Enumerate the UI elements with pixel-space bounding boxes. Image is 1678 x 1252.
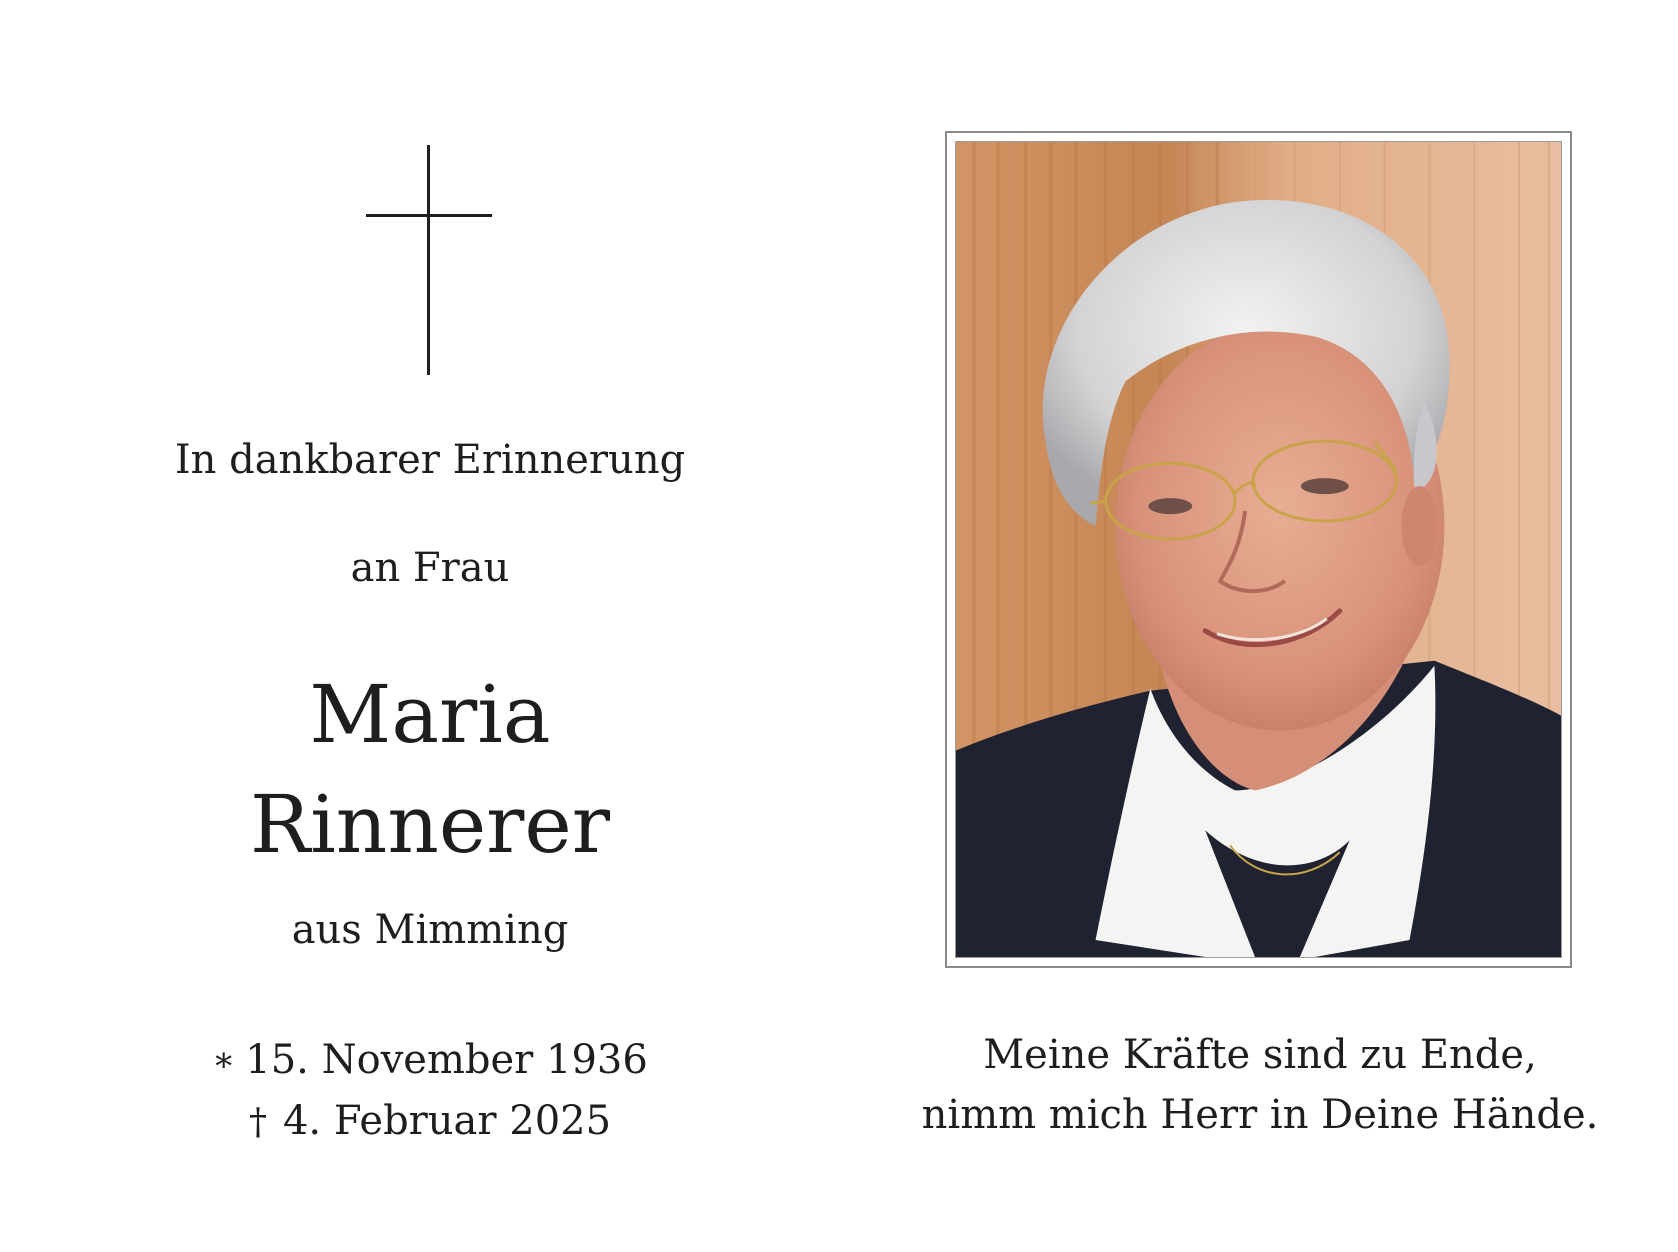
salutation-text: an Frau <box>350 545 510 591</box>
life-dates <box>0 1030 860 1153</box>
origin-text: aus Mimming <box>291 907 569 953</box>
latin-cross-icon <box>366 145 492 375</box>
portrait-photo <box>955 141 1562 958</box>
last-name: Rinnerer <box>249 778 611 871</box>
death-date-row <box>0 1091 860 1153</box>
verse-line-2: nimm mich Herr in Deine Hände. <box>921 1092 1599 1138</box>
portrait-illustration <box>956 142 1561 957</box>
dagger-cross-icon: † <box>248 1102 267 1143</box>
verse-line-1: Meine Kräfte sind zu Ende, <box>983 1032 1537 1078</box>
memorial-verse <box>900 1025 1620 1145</box>
asterisk-icon: ∗ <box>212 1040 236 1080</box>
intro-text: In dankbarer Erinnerung <box>174 437 686 483</box>
first-name: Maria <box>309 668 551 761</box>
birth-date-row <box>0 1030 860 1091</box>
birth-date: 15. November 1936 <box>245 1037 648 1083</box>
portrait-frame <box>945 131 1572 968</box>
death-date: 4. Februar 2025 <box>282 1098 612 1144</box>
